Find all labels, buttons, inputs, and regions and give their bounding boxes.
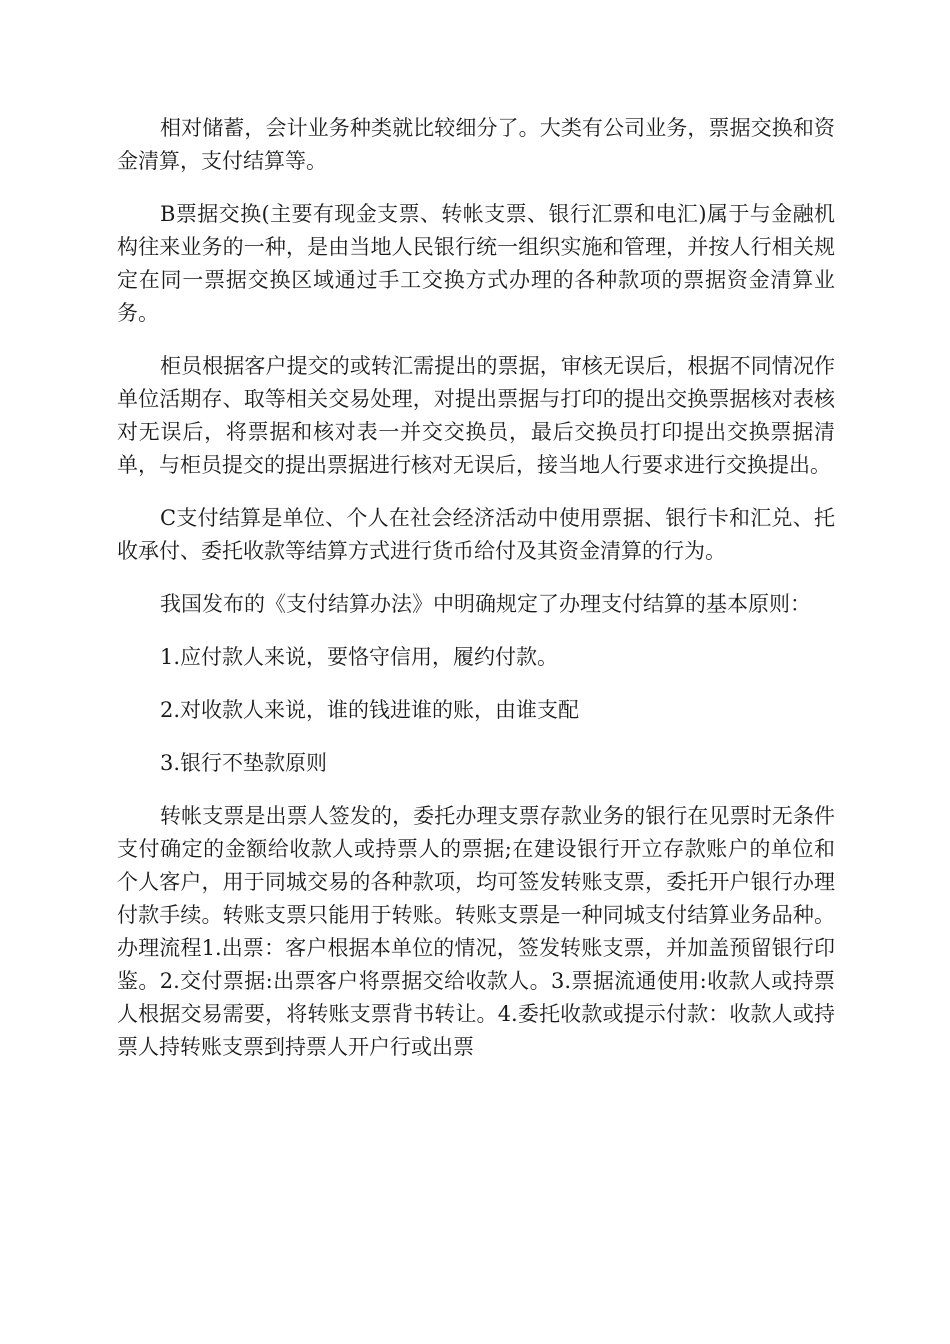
paragraph-bill-exchange: B票据交换(主要有现金支票、转帐支票、银行汇票和电汇)属于与金融机构往来业务的一种，是由当地人民银行统一组织实施和管理，并按人行相关规定在同一票据交换区域通过手工交换方式办理的各种款项的票据资金清算业务。 (117, 202, 835, 325)
principle-item-2: 2.对收款人来说，谁的钱进谁的账，由谁支配 (160, 698, 580, 722)
paragraph-intro: 相对储蓄，会计业务种类就比较细分了。大类有公司业务，票据交换和资金清算，支付结算等。 (117, 116, 835, 173)
paragraph-payment-settlement: C支付结算是单位、个人在社会经济活动中使用票据、银行卡和汇兑、托收承付、委托收款等结算方式进行货币给付及其资金清算的行为。 (117, 506, 835, 563)
paragraph-principles-intro: 我国发布的《支付结算办法》中明确规定了办理支付结算的基本原则： (160, 592, 811, 616)
paragraph-teller-process: 柜员根据客户提交的或转汇需提出的票据，审核无误后，根据不同情况作单位活期存、取等相关交易处理，对提出票据与打印的提出交换票据核对表核对无误后，将票据和核对表一并交交换员，最后交换员打印提出交换票据清单，与柜员提交的提出票据进行核对无误后，接当地人行要求进行交换提出。 (117, 354, 835, 477)
paragraph-transfer-cheque: 转帐支票是出票人签发的，委托办理支票存款业务的银行在见票时无条件支付确定的金额给收款人或持票人的票据;在建设银行开立存款账户的单位和个人客户，用于同城交易的各种款项，均可签发转账支票，委托开户银行办理付款手续。转账支票只能用于转账。转账支票是一种同城支付结算业务品种。办理流程1.出票：客户根据本单位的情况，签发转账支票，并加盖预留银行印鉴。2.交付票据:出票客户将票据交给收款人。3.票据流通使用:收款人或持票人根据交易需要，将转账支票背书转让。4.委托收款或提示付款：收款人或持票人持转账支票到持票人开户行或出票 (117, 804, 835, 1059)
principle-item-3: 3.银行不垫款原则 (160, 751, 328, 775)
principle-item-1: 1.应付款人来说，要恪守信用，履约付款。 (160, 645, 559, 669)
document-body (117, 112, 835, 1064)
